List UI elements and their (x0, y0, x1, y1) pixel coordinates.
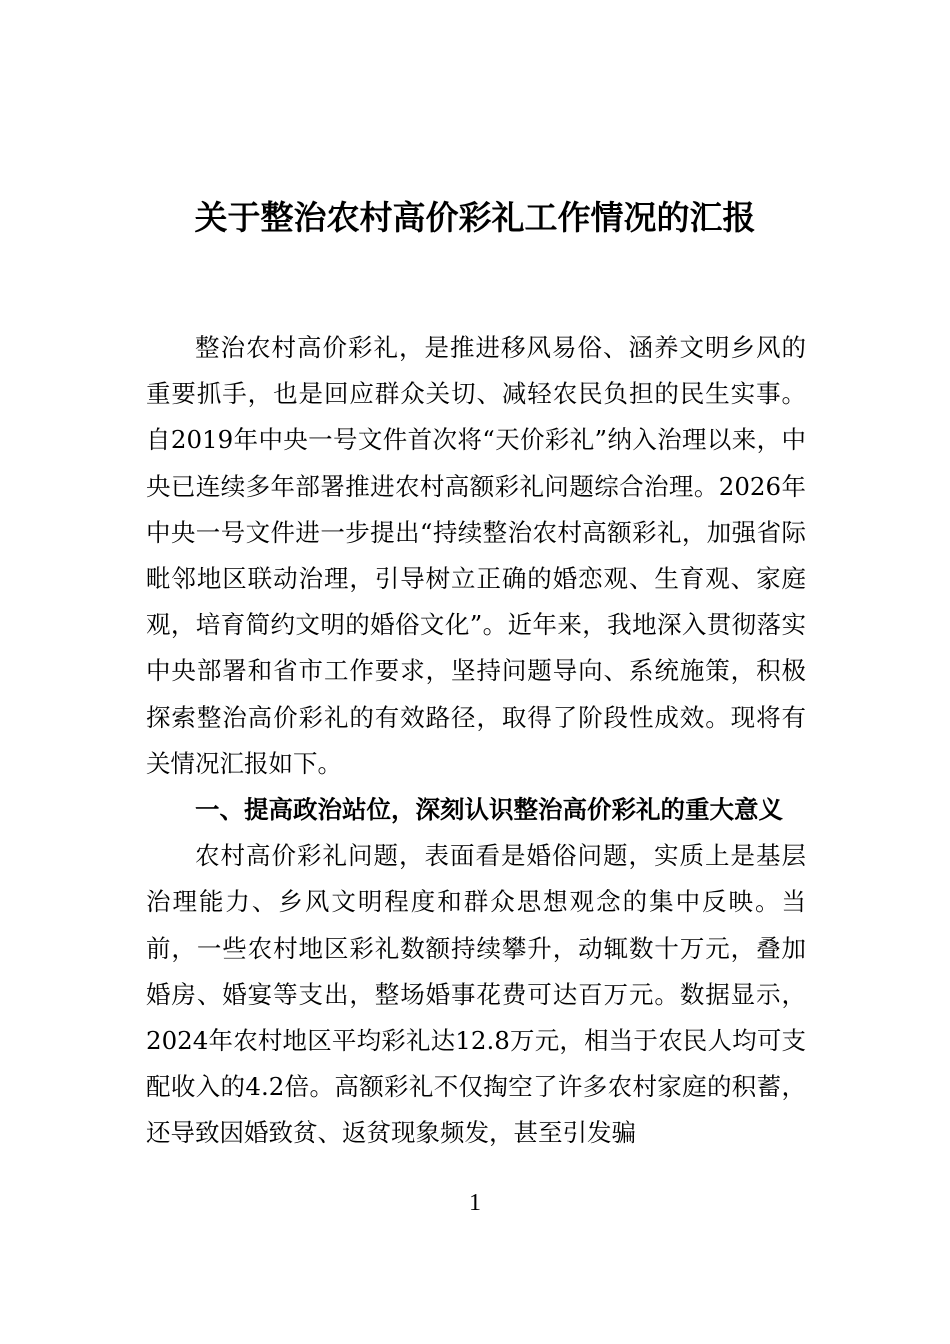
section-paragraph: 农村高价彩礼问题，表面看是婚俗问题，实质上是基层治理能力、乡风文明程度和群众思想观念的集中反映。当前，一些农村地区彩礼数额持续攀升，动辄数十万元，叠加婚房、婚宴等支出，整场婚事花费可达百万元。数据显示，2024年农村地区平均彩礼达12.8万元，相当于农民人均可支配收入的4.2倍。高额彩礼不仅掏空了许多农村家庭的积蓄，还导致因婚致贫、返贫现象频发，甚至引发骗 (146, 841, 806, 1148)
section-heading: 一、提高政治站位，深刻认识整治高价彩礼的重大意义 (195, 795, 783, 825)
intro-paragraph: 整治农村高价彩礼，是推进移风易俗、涵养文明乡风的重要抓手，也是回应群众关切、减轻农民负担的民生实事。自2019年中央一号文件首次将“天价彩礼”纳入治理以来，中央已连续多年部署推进农村高额彩礼问题综合治理。2026年中央一号文件进一步提出“持续整治农村高额彩礼，加强省际毗邻地区联动治理，引导树立正确的婚恋观、生育观、家庭观，培育简约文明的婚俗文化”。近年来，我地深入贯彻落实中央部署和省市工作要求，坚持问题导向、系统施策，积极探索整治高价彩礼的有效路径，取得了阶段性成效。现将有关情况汇报如下。 (146, 333, 806, 778)
document-body (146, 325, 806, 1157)
document-title: 关于整治农村高价彩礼工作情况的汇报 (194, 198, 756, 237)
page-number: 1 (469, 1190, 481, 1216)
